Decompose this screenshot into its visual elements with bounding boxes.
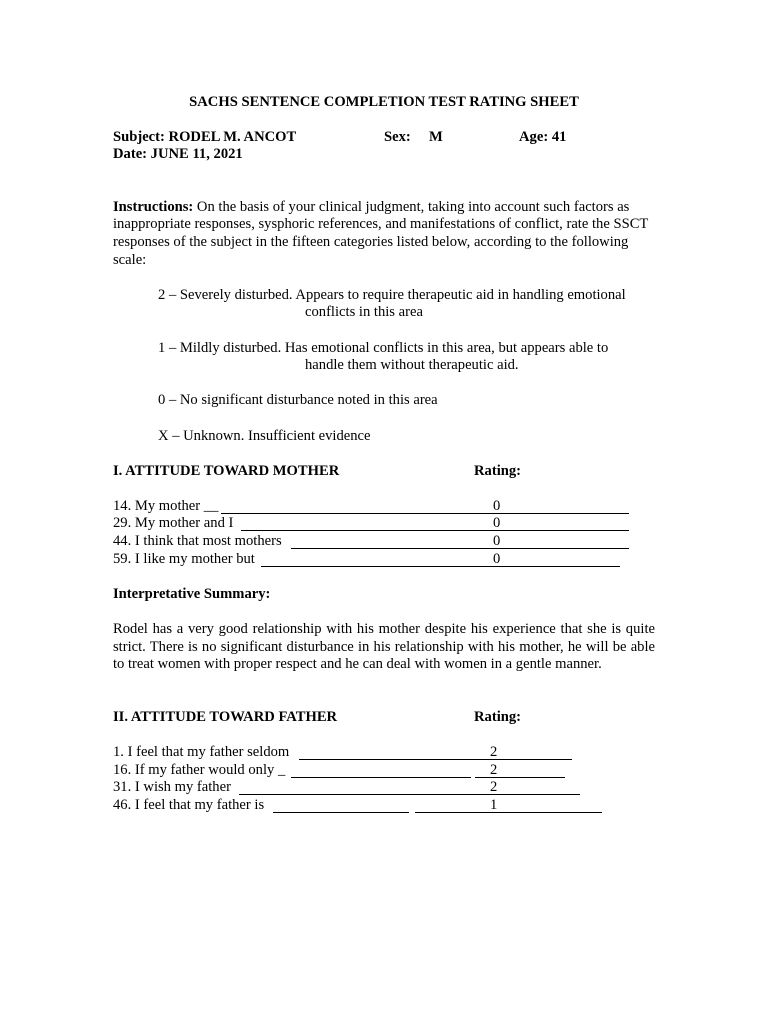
section1-rating-label: Rating:	[474, 462, 522, 479]
summary-heading: Interpretative Summary:	[113, 585, 271, 602]
section2-heading: II. ATTITUDE TOWARD FATHER	[113, 708, 338, 725]
scale-item-text: 1 – Mildly disturbed. Has emotional conflicts in this area, but appears able to	[158, 339, 609, 356]
mother-item-59	[113, 551, 655, 569]
scale-item-text: 2 – Severely disturbed. Appears to require therapeutic aid in handling emotional	[158, 286, 626, 303]
date-text: Date: JUNE 11, 2021	[113, 146, 243, 163]
scale-item-x	[158, 428, 655, 446]
father-item-16	[113, 762, 655, 780]
item-rating: 0	[493, 515, 501, 532]
section1-header	[113, 463, 655, 481]
instructions-label: Instructions:	[113, 198, 194, 215]
instructions	[113, 199, 655, 269]
item-prompt: 44. I think that most mothers	[113, 533, 282, 550]
mother-item-44	[113, 533, 655, 551]
instructions-text: On the basis of your clinical judgment, taking into account such factors as inappropriate responses, sysphoric references, and manifestations of conflict, rate the SSCT responses of the subject in the fifteen categories listed below, according to the following scale:	[113, 198, 649, 268]
item-prompt: 46. I feel that my father is	[113, 796, 265, 813]
scale-item-0	[158, 392, 655, 410]
date-row	[113, 146, 655, 164]
sex-value: M	[429, 128, 443, 145]
section2-rating-label: Rating:	[474, 708, 522, 725]
answer-line	[299, 744, 572, 760]
item-prompt: 14. My mother __	[113, 497, 219, 514]
section1-heading: I. ATTITUDE TOWARD MOTHER	[113, 462, 340, 479]
mother-item-14	[113, 498, 655, 516]
summary-heading-row	[113, 586, 655, 604]
answer-line	[415, 797, 602, 813]
item-rating: 2	[490, 779, 498, 796]
sex-label: Sex:	[384, 128, 411, 145]
item-rating: 1	[490, 796, 498, 813]
answer-line	[241, 515, 629, 531]
scale-item-cont: handle them without therapeutic aid.	[305, 357, 519, 374]
scale-item-cont: conflicts in this area	[305, 304, 423, 321]
item-rating: 0	[493, 533, 501, 550]
answer-line	[475, 762, 565, 778]
item-prompt: 29. My mother and I	[113, 515, 234, 532]
subject-row	[113, 129, 655, 147]
interpretative-summary: Rodel has a very good relationship with his mother despite his experience that she is quite strict. There is no significant disturbance in his relationship with his mother, he will be able to treat women with proper respect and he can deal with women in a gentle manner.	[113, 621, 655, 673]
age-label: Age: 41	[519, 128, 567, 145]
scale-item-2	[158, 287, 655, 322]
answer-line	[291, 533, 629, 549]
item-rating: 2	[490, 744, 498, 760]
answer-line	[273, 797, 409, 813]
item-rating: 0	[493, 550, 501, 567]
item-prompt: 59. I like my mother but	[113, 550, 255, 567]
father-item-31	[113, 779, 655, 797]
mother-item-29	[113, 515, 655, 533]
scale-item-text: X – Unknown. Insufficient evidence	[158, 427, 371, 444]
item-rating: 2	[490, 761, 498, 778]
sheet-title: SACHS SENTENCE COMPLETION TEST RATING SHEET	[189, 94, 579, 110]
item-prompt: 31. I wish my father	[113, 779, 231, 796]
scale-item-text: 0 – No significant disturbance noted in this area	[158, 392, 438, 409]
answer-line	[261, 551, 620, 567]
answer-line	[239, 779, 580, 795]
scale-item-1	[158, 340, 655, 375]
answer-line	[291, 762, 471, 778]
section2-header	[113, 709, 655, 727]
item-prompt: 16. If my father would only _	[113, 761, 286, 778]
answer-line	[221, 498, 629, 514]
father-item-1	[113, 744, 655, 762]
father-item-46	[113, 797, 655, 815]
subject-label: Subject: RODEL M. ANCOT	[113, 128, 297, 145]
item-rating: 0	[493, 497, 501, 514]
rating-sheet	[113, 94, 655, 814]
item-prompt: 1. I feel that my father seldom	[113, 744, 290, 760]
